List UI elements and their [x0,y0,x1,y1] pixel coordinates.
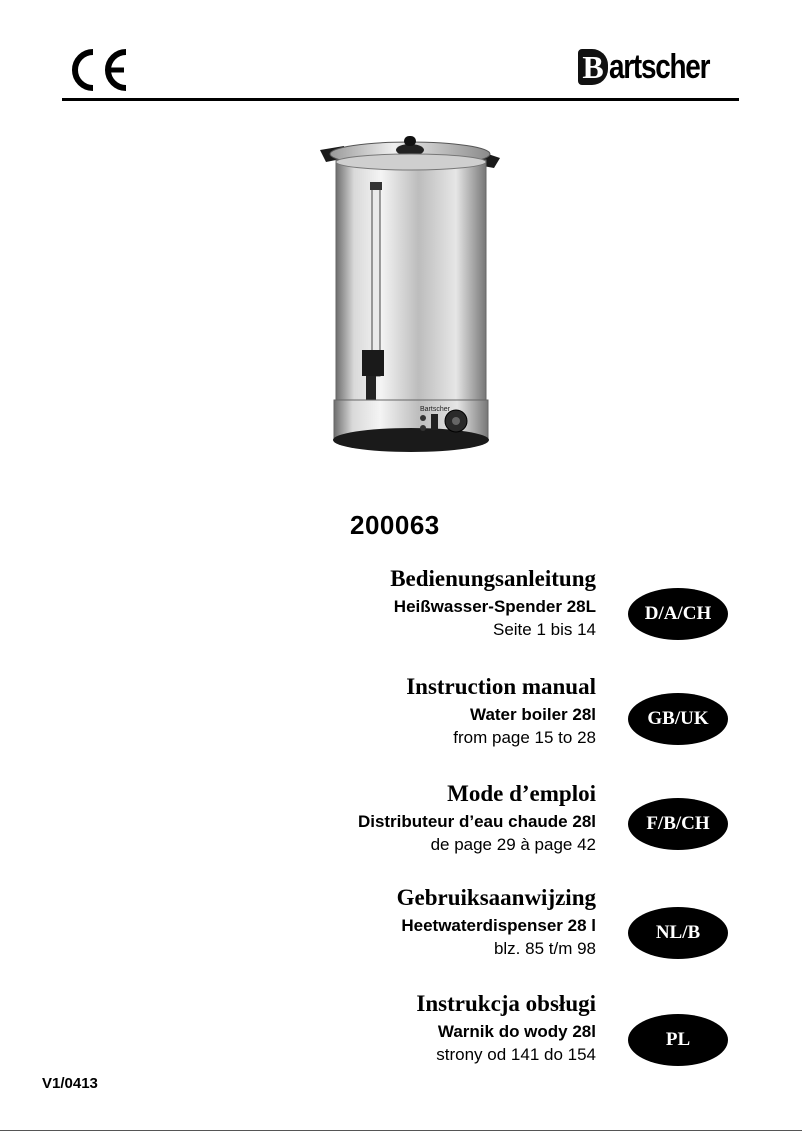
model-number: 200063 [350,510,440,540]
bartscher-logo [578,44,738,90]
page-range: from page 15 to 28 [453,728,596,747]
boiler-brand-label: Bartscher [420,406,450,413]
product-name: Heetwaterdispenser 28 l [401,916,596,935]
brand-wordmark: artscher [609,47,710,86]
water-boiler-image [310,128,510,458]
footer-divider [0,1130,802,1131]
language-block-pl [76,990,596,1067]
manual-title: Bedienungsanleitung [390,566,596,591]
brand-initial: B [578,49,608,85]
language-badge-fr: F/B/CH [628,798,728,850]
manual-title: Instruction manual [406,674,596,699]
language-block-nl [76,884,596,961]
language-badge-gb: GB/UK [628,693,728,745]
manual-title: Instrukcja obsługi [416,991,596,1016]
manual-title: Mode d’emploi [447,781,596,806]
language-block-gb [76,673,596,750]
ce-mark-logo [66,46,132,94]
language-badge-nl: NL/B [628,907,728,959]
manual-title: Gebruiksaanwijzing [396,885,596,910]
product-name: Heißwasser-Spender 28L [393,597,596,616]
page-range: Seite 1 bis 14 [492,620,596,639]
version-label: V1/0413 [42,1075,98,1092]
header-divider [62,98,739,101]
language-block-de [76,565,596,642]
product-name: Distributeur d’eau chaude 28l [357,812,596,831]
page-range: blz. 85 t/m 98 [493,939,596,958]
language-badge-de: D/A/CH [628,588,728,640]
product-name: Warnik do wody 28l [437,1022,596,1041]
page-range: de page 29 à page 42 [430,835,596,854]
language-badge-pl: PL [628,1014,728,1066]
product-name: Water boiler 28l [470,705,596,724]
page-range: strony od 141 do 154 [436,1045,596,1064]
language-block-fr [76,780,596,857]
